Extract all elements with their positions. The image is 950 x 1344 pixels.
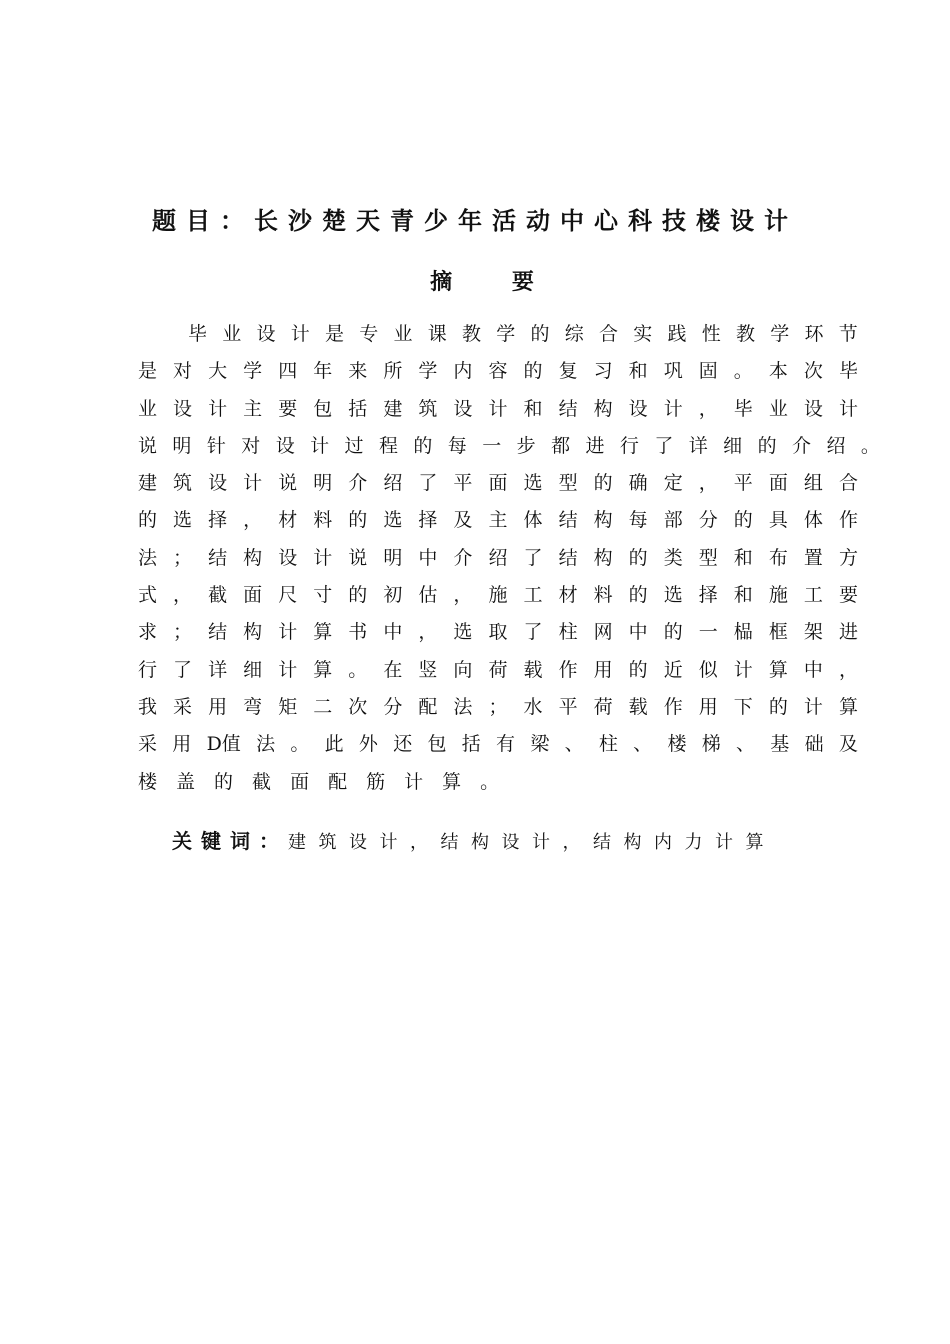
abstract-glyph: 式 xyxy=(138,584,158,607)
abstract-glyph: 计 xyxy=(310,434,330,457)
abstract-glyph: 构 xyxy=(593,546,613,569)
abstract-glyph: 介 xyxy=(453,546,473,569)
abstract-glyph: 构 xyxy=(243,621,263,644)
abstract-glyph: 及 xyxy=(453,509,473,532)
abstract-glyph: 向 xyxy=(453,658,473,681)
abstract-glyph: 针 xyxy=(206,434,226,457)
keywords-label: 关键词： xyxy=(172,829,288,853)
abstract-glyph: ； xyxy=(488,695,508,718)
abstract-glyph: 设 xyxy=(275,434,295,457)
abstract-glyph: 毕 xyxy=(838,360,858,383)
abstract-glyph: 综 xyxy=(564,323,584,345)
keywords xyxy=(172,825,776,859)
abstract-glyph: 方 xyxy=(838,546,858,569)
abstract-glyph: 配 xyxy=(418,695,438,718)
abstract-glyph: 毕 xyxy=(733,397,753,420)
abstract-glyph: 进 xyxy=(838,621,858,644)
abstract-glyph: 。 xyxy=(480,770,519,793)
abstract-glyph: 习 xyxy=(593,360,613,383)
abstract-glyph: 面 xyxy=(290,770,329,793)
abstract-glyph: 计 xyxy=(733,658,753,681)
abstract-glyph: ， xyxy=(698,397,718,420)
abstract-glyph: 介 xyxy=(348,472,368,495)
abstract-glyph: 作 xyxy=(558,658,578,681)
abstract-glyph: 来 xyxy=(348,360,368,383)
abstract-glyph: 弯 xyxy=(243,695,263,718)
abstract-glyph: 择 xyxy=(208,509,228,532)
abstract-glyph: 固 xyxy=(698,360,718,383)
abstract-glyph: 业 xyxy=(222,323,242,345)
abstract-glyph: 框 xyxy=(768,621,788,644)
abstract-glyph: 中 xyxy=(383,621,403,644)
abstract-glyph: 采 xyxy=(138,733,158,756)
abstract-glyph: 书 xyxy=(348,621,368,644)
abstract-glyph: 业 xyxy=(393,323,413,345)
abstract-glyph: ， xyxy=(243,509,263,532)
abstract-glyph: 荷 xyxy=(593,695,613,718)
abstract-glyph: 明 xyxy=(313,472,333,495)
abstract-glyph: 选 xyxy=(383,509,403,532)
abstract-glyph: 行 xyxy=(619,434,639,457)
abstract-glyph: 寸 xyxy=(313,584,333,607)
abstract-glyph: 说 xyxy=(348,546,368,569)
abstract-glyph: 一 xyxy=(698,621,718,644)
abstract-glyph: 合 xyxy=(838,472,858,495)
abstract-glyph: 法 xyxy=(138,546,158,569)
abstract-glyph: 法 xyxy=(453,695,473,718)
abstract-glyph: 用 xyxy=(172,733,192,756)
abstract-glyph: 定 xyxy=(663,472,683,495)
document-title: 题目：长沙楚天青少年活动中心科技楼设计 xyxy=(152,207,798,235)
abstract-glyph: 还 xyxy=(393,733,413,756)
abstract-glyph: 、 xyxy=(633,733,653,756)
abstract-glyph: 介 xyxy=(792,434,812,457)
abstract-glyph: 载 xyxy=(523,658,543,681)
abstract-glyph: 了 xyxy=(173,658,193,681)
abstract-glyph: 近 xyxy=(663,658,683,681)
abstract-glyph: 水 xyxy=(523,695,543,718)
abstract-glyph: 用 xyxy=(593,658,613,681)
abstract-glyph: 合 xyxy=(599,323,619,345)
abstract-glyph: 荷 xyxy=(488,658,508,681)
abstract-glyph: 专 xyxy=(359,323,379,345)
abstract-glyph: 竖 xyxy=(418,658,438,681)
abstract-glyph: 次 xyxy=(348,695,368,718)
abstract-line xyxy=(138,465,858,502)
abstract-glyph: 平 xyxy=(453,472,473,495)
abstract-glyph: 结 xyxy=(558,546,578,569)
abstract-glyph: 括 xyxy=(348,397,368,420)
abstract-body xyxy=(138,316,880,801)
abstract-line xyxy=(138,540,858,577)
abstract-glyph: 的 xyxy=(757,434,777,457)
abstract-glyph: 网 xyxy=(593,621,613,644)
abstract-glyph: 择 xyxy=(698,584,718,607)
abstract-glyph: 筑 xyxy=(418,397,438,420)
abstract-glyph: 平 xyxy=(733,472,753,495)
abstract-glyph: 了 xyxy=(418,472,438,495)
abstract-glyph: 具 xyxy=(768,509,788,532)
abstract-glyph: 的 xyxy=(530,323,550,345)
abstract-glyph: 四 xyxy=(278,360,298,383)
abstract-glyph: 施 xyxy=(488,584,508,607)
abstract-glyph: 包 xyxy=(427,733,447,756)
abstract-glyph: 设 xyxy=(628,397,648,420)
abstract-glyph: 楼 xyxy=(667,733,687,756)
abstract-glyph: 材 xyxy=(278,509,298,532)
abstract-glyph: 了 xyxy=(654,434,674,457)
abstract-glyph: 计 xyxy=(243,472,263,495)
abstract-glyph: 计 xyxy=(278,658,298,681)
abstract-glyph: 初 xyxy=(383,584,403,607)
abstract-glyph: 和 xyxy=(733,584,753,607)
abstract-glyph: 详 xyxy=(208,658,228,681)
abstract-glyph: 。 xyxy=(348,658,368,681)
abstract-glyph: 我 xyxy=(138,695,158,718)
abstract-glyph: 的 xyxy=(768,695,788,718)
abstract-glyph: 工 xyxy=(803,584,823,607)
abstract-glyph: 了 xyxy=(523,546,543,569)
abstract-glyph: 计 xyxy=(278,621,298,644)
abstract-glyph: 及 xyxy=(838,733,858,756)
abstract-glyph: 梯 xyxy=(701,733,721,756)
abstract-glyph: 用 xyxy=(208,695,228,718)
abstract-glyph: 设 xyxy=(453,397,473,420)
abstract-glyph: 包 xyxy=(313,397,333,420)
abstract-glyph: 了 xyxy=(523,621,543,644)
abstract-glyph: 外 xyxy=(358,733,378,756)
abstract-glyph: 算 xyxy=(313,621,333,644)
abstract-glyph: 。 xyxy=(290,733,310,756)
abstract-glyph: ， xyxy=(698,472,718,495)
abstract-glyph: 的 xyxy=(348,584,368,607)
abstract-glyph: 设 xyxy=(256,323,276,345)
keywords-value: 建筑设计，结构设计，结构内力计算 xyxy=(288,832,776,853)
abstract-glyph: 绍 xyxy=(826,434,846,457)
abstract-glyph: 的 xyxy=(523,360,543,383)
abstract-glyph: 的 xyxy=(348,509,368,532)
abstract-glyph: 筑 xyxy=(173,472,193,495)
abstract-glyph: ， xyxy=(453,584,473,607)
abstract-glyph: 工 xyxy=(523,584,543,607)
abstract-glyph: 楼 xyxy=(138,770,177,793)
abstract-glyph: 础 xyxy=(804,733,824,756)
abstract-glyph: 每 xyxy=(628,509,648,532)
abstract-glyph: 实 xyxy=(633,323,653,345)
abstract-glyph: 布 xyxy=(768,546,788,569)
abstract-glyph: 中 xyxy=(418,546,438,569)
abstract-glyph: ， xyxy=(418,621,438,644)
abstract-glyph: 截 xyxy=(252,770,291,793)
abstract-line xyxy=(138,502,858,539)
abstract-glyph: 面 xyxy=(243,584,263,607)
abstract-glyph: 学 xyxy=(418,360,438,383)
abstract-line xyxy=(138,428,880,465)
abstract-glyph: 对 xyxy=(241,434,261,457)
abstract-heading: 摘 要 xyxy=(430,270,560,295)
abstract-glyph: 估 xyxy=(418,584,438,607)
abstract-glyph: 业 xyxy=(768,397,788,420)
abstract-glyph: 部 xyxy=(663,509,683,532)
abstract-glyph: 榀 xyxy=(733,621,753,644)
abstract-glyph: 求 xyxy=(138,621,158,644)
abstract-glyph: 架 xyxy=(803,621,823,644)
abstract-glyph: 是 xyxy=(325,323,345,345)
abstract-glyph: 配 xyxy=(328,770,367,793)
abstract-glyph: D值 xyxy=(206,733,241,756)
abstract-glyph: 算 xyxy=(442,770,481,793)
abstract-glyph: 明 xyxy=(383,546,403,569)
abstract-glyph: 算 xyxy=(313,658,333,681)
abstract-glyph: 和 xyxy=(733,546,753,569)
abstract-glyph: 选 xyxy=(453,621,473,644)
abstract-glyph: 截 xyxy=(208,584,228,607)
abstract-glyph: 都 xyxy=(551,434,571,457)
abstract-glyph: 的 xyxy=(413,434,433,457)
abstract-glyph: 计 xyxy=(488,397,508,420)
abstract-glyph: 分 xyxy=(698,509,718,532)
abstract-glyph: 程 xyxy=(378,434,398,457)
abstract-glyph: 学 xyxy=(770,323,790,345)
abstract-glyph: ， xyxy=(838,658,858,681)
abstract-glyph: 要 xyxy=(278,397,298,420)
abstract-glyph: 。 xyxy=(860,434,880,457)
abstract-glyph: 容 xyxy=(488,360,508,383)
abstract-glyph: 计 xyxy=(404,770,443,793)
abstract-glyph: 所 xyxy=(383,360,403,383)
abstract-glyph: 绍 xyxy=(383,472,403,495)
abstract-glyph: 此 xyxy=(324,733,344,756)
abstract-glyph: 在 xyxy=(383,658,403,681)
abstract-glyph: 一 xyxy=(482,434,502,457)
abstract-glyph: 择 xyxy=(418,509,438,532)
abstract-glyph: 中 xyxy=(628,621,648,644)
abstract-glyph: ； xyxy=(173,621,193,644)
abstract-glyph: 的 xyxy=(138,509,158,532)
abstract-glyph: 明 xyxy=(172,434,192,457)
abstract-glyph: 选 xyxy=(663,584,683,607)
abstract-glyph: 步 xyxy=(516,434,536,457)
abstract-line xyxy=(138,726,858,763)
abstract-line xyxy=(138,652,858,689)
abstract-glyph: 体 xyxy=(803,509,823,532)
abstract-glyph: 学 xyxy=(496,323,516,345)
abstract-glyph: 每 xyxy=(447,434,467,457)
abstract-glyph: 对 xyxy=(173,360,193,383)
abstract-glyph: 计 xyxy=(838,397,858,420)
abstract-glyph: 主 xyxy=(243,397,263,420)
abstract-glyph: 结 xyxy=(208,546,228,569)
abstract-glyph: 过 xyxy=(344,434,364,457)
abstract-glyph: 作 xyxy=(663,695,683,718)
abstract-glyph: 结 xyxy=(558,509,578,532)
abstract-glyph: 料 xyxy=(313,509,333,532)
abstract-glyph: 选 xyxy=(173,509,193,532)
abstract-glyph: 设 xyxy=(173,397,193,420)
abstract-glyph: ； xyxy=(173,546,193,569)
abstract-glyph: 计 xyxy=(663,397,683,420)
abstract-line xyxy=(138,577,858,614)
abstract-glyph: 料 xyxy=(593,584,613,607)
abstract-glyph: 取 xyxy=(488,621,508,644)
abstract-glyph: 置 xyxy=(803,546,823,569)
abstract-glyph: 施 xyxy=(768,584,788,607)
abstract-glyph: 内 xyxy=(453,360,473,383)
abstract-glyph: 尺 xyxy=(278,584,298,607)
abstract-glyph: 矩 xyxy=(278,695,298,718)
abstract-glyph: 结 xyxy=(208,621,228,644)
abstract-glyph: ， xyxy=(173,584,193,607)
abstract-line xyxy=(138,316,858,353)
abstract-glyph: 年 xyxy=(313,360,333,383)
abstract-glyph: 梁 xyxy=(530,733,550,756)
abstract-glyph: 学 xyxy=(243,360,263,383)
abstract-glyph: 次 xyxy=(803,360,823,383)
abstract-glyph: 建 xyxy=(138,472,158,495)
abstract-line xyxy=(138,391,858,428)
abstract-line xyxy=(138,353,858,390)
abstract-glyph: 二 xyxy=(313,695,333,718)
abstract-glyph: 构 xyxy=(243,546,263,569)
abstract-glyph: 大 xyxy=(208,360,228,383)
abstract-glyph: 详 xyxy=(688,434,708,457)
abstract-glyph: 算 xyxy=(838,695,858,718)
abstract-glyph: 用 xyxy=(698,695,718,718)
abstract-glyph: 采 xyxy=(173,695,193,718)
abstract-glyph: 。 xyxy=(733,360,753,383)
abstract-glyph: 构 xyxy=(593,397,613,420)
abstract-glyph: 算 xyxy=(768,658,788,681)
abstract-glyph: 体 xyxy=(523,509,543,532)
abstract-glyph: 说 xyxy=(138,434,158,457)
abstract-glyph: 设 xyxy=(278,546,298,569)
abstract-glyph: 教 xyxy=(462,323,482,345)
abstract-glyph: 、 xyxy=(564,733,584,756)
abstract-glyph: 的 xyxy=(628,658,648,681)
abstract-line xyxy=(138,764,858,801)
abstract-glyph: 计 xyxy=(803,695,823,718)
abstract-glyph: 结 xyxy=(558,397,578,420)
abstract-glyph: 型 xyxy=(698,546,718,569)
abstract-glyph: 括 xyxy=(461,733,481,756)
abstract-glyph: 选 xyxy=(523,472,543,495)
abstract-glyph: 平 xyxy=(558,695,578,718)
abstract-glyph: 盖 xyxy=(176,770,215,793)
abstract-glyph: 巩 xyxy=(663,360,683,383)
abstract-glyph: 中 xyxy=(803,658,823,681)
abstract-glyph: 和 xyxy=(523,397,543,420)
abstract-glyph: 绍 xyxy=(488,546,508,569)
abstract-glyph: 构 xyxy=(593,509,613,532)
abstract-glyph: 建 xyxy=(383,397,403,420)
abstract-glyph: 性 xyxy=(701,323,721,345)
abstract-line xyxy=(138,614,858,651)
abstract-glyph: 行 xyxy=(138,658,158,681)
abstract-glyph: 确 xyxy=(628,472,648,495)
abstract-glyph: 材 xyxy=(558,584,578,607)
abstract-glyph: 载 xyxy=(628,695,648,718)
abstract-glyph: 要 xyxy=(838,584,858,607)
abstract-glyph: 计 xyxy=(290,323,310,345)
abstract-glyph: 设 xyxy=(208,472,228,495)
abstract-glyph: 面 xyxy=(768,472,788,495)
abstract-glyph: 基 xyxy=(770,733,790,756)
abstract-glyph: 细 xyxy=(723,434,743,457)
abstract-glyph: 计 xyxy=(208,397,228,420)
abstract-glyph: 教 xyxy=(736,323,756,345)
abstract-glyph: 业 xyxy=(138,397,158,420)
abstract-glyph: 复 xyxy=(558,360,578,383)
abstract-glyph: 的 xyxy=(663,621,683,644)
abstract-glyph: 的 xyxy=(628,546,648,569)
abstract-glyph: 柱 xyxy=(558,621,578,644)
abstract-glyph: 有 xyxy=(496,733,516,756)
abstract-glyph: 型 xyxy=(558,472,578,495)
abstract-glyph: 类 xyxy=(663,546,683,569)
abstract-glyph: 说 xyxy=(278,472,298,495)
abstract-glyph: 毕 xyxy=(188,323,208,345)
abstract-glyph: 的 xyxy=(733,509,753,532)
abstract-glyph: 筋 xyxy=(366,770,405,793)
abstract-glyph: 的 xyxy=(628,584,648,607)
abstract-glyph: 节 xyxy=(838,323,858,345)
abstract-glyph: 和 xyxy=(628,360,648,383)
abstract-glyph: 计 xyxy=(313,546,333,569)
abstract-glyph: 主 xyxy=(488,509,508,532)
abstract-glyph: 的 xyxy=(214,770,253,793)
abstract-glyph: 下 xyxy=(733,695,753,718)
abstract-glyph: 法 xyxy=(256,733,276,756)
abstract-glyph: 细 xyxy=(243,658,263,681)
abstract-glyph: 分 xyxy=(383,695,403,718)
abstract-glyph: 、 xyxy=(736,733,756,756)
abstract-glyph: 面 xyxy=(488,472,508,495)
abstract-glyph: 作 xyxy=(838,509,858,532)
abstract-glyph: 课 xyxy=(427,323,447,345)
abstract-glyph: 本 xyxy=(768,360,788,383)
abstract-glyph: 似 xyxy=(698,658,718,681)
abstract-glyph: 环 xyxy=(804,323,824,345)
abstract-glyph: 的 xyxy=(593,472,613,495)
abstract-line xyxy=(138,689,858,726)
abstract-glyph: 进 xyxy=(585,434,605,457)
abstract-glyph: 组 xyxy=(803,472,823,495)
abstract-glyph: 柱 xyxy=(598,733,618,756)
abstract-glyph: 设 xyxy=(803,397,823,420)
abstract-glyph: 是 xyxy=(138,360,158,383)
abstract-glyph: 践 xyxy=(667,323,687,345)
